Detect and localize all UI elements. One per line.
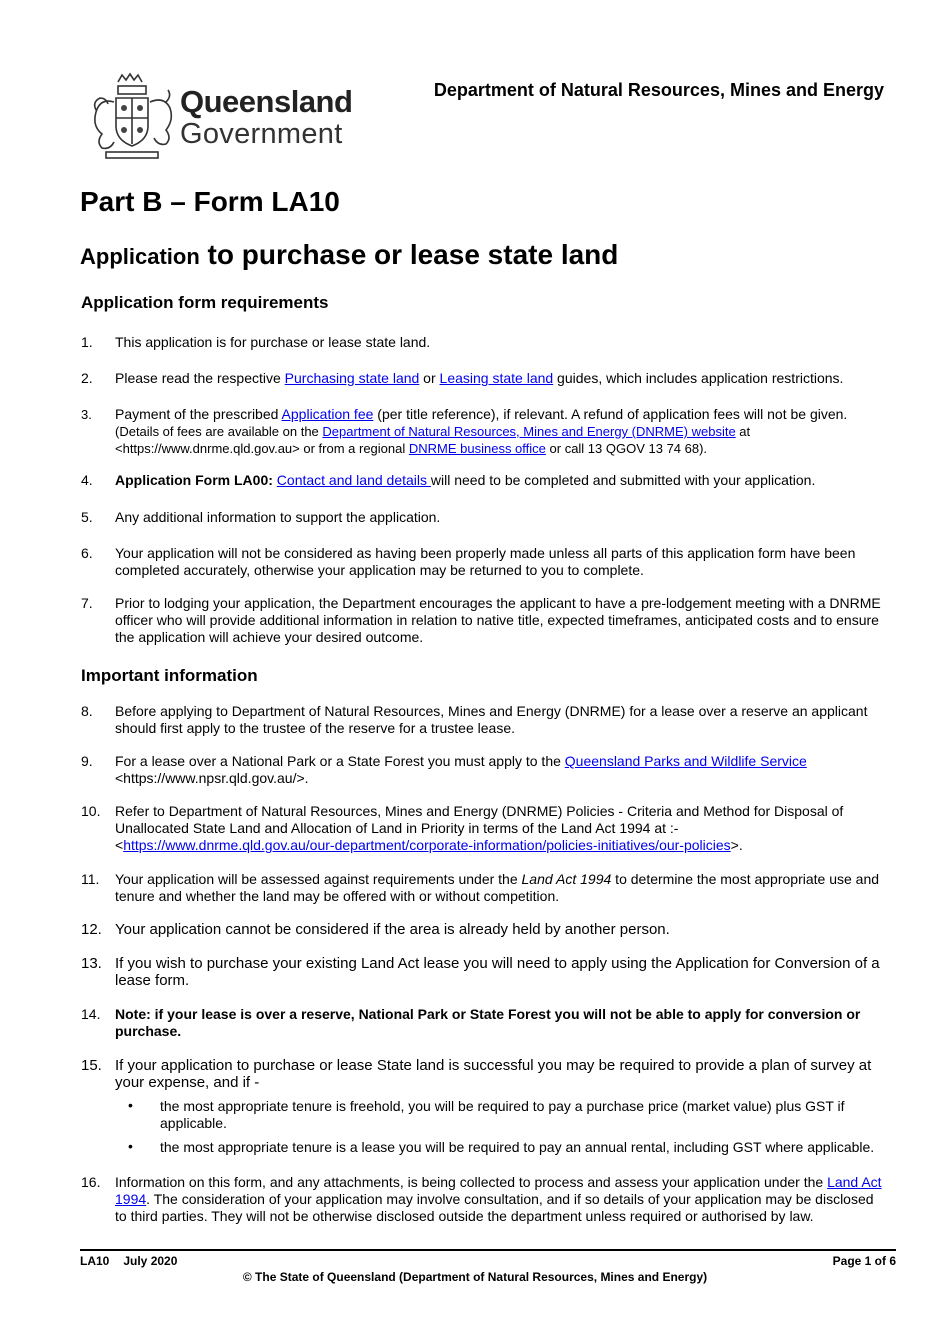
leasing-state-land-link[interactable]: Leasing state land <box>439 370 554 386</box>
logo-line-1: Queensland <box>180 84 353 119</box>
requirements-heading: Application form requirements <box>81 293 329 312</box>
copyright: © The State of Queensland (Department of Natural Resources, Mines and Energy) <box>242 1270 708 1284</box>
dnrme-business-office-link[interactable]: DNRME business office <box>408 441 546 456</box>
dnrme-website-link[interactable]: Department of Natural Resources, Mines and Energy (DNRME) website <box>322 424 736 439</box>
contact-and-land-details-link[interactable]: Contact and land details <box>276 472 431 488</box>
footer-divider <box>80 1249 896 1251</box>
department-name: Department of Natural Resources, Mines and Energy <box>433 80 884 100</box>
land-act-link[interactable]: Land Act 1994 <box>115 1174 882 1207</box>
footer-form-info: LA10 July 2020 <box>80 1254 178 1268</box>
bullet-icon: • <box>128 1097 133 1113</box>
purchasing-state-land-link[interactable]: Purchasing state land <box>284 370 420 386</box>
important-heading: Important information <box>81 666 258 685</box>
form-title: Part B – Form LA10 <box>80 186 340 217</box>
form-heading: Application to purchase or lease state land <box>80 239 619 270</box>
queensland-government-logo <box>88 72 358 164</box>
application-fee-link[interactable]: Application fee <box>281 406 374 422</box>
coat-of-arms-icon <box>88 72 176 164</box>
page-number: Page 1 of 6 <box>832 1254 896 1268</box>
logo-line-2: Government <box>180 118 343 150</box>
dnrme-policies-link[interactable]: https://www.dnrme.qld.gov.au/our-department/corporate-information/policies-initiatives/our-policies <box>123 837 731 853</box>
qpws-link[interactable]: Queensland Parks and Wildlife Service <box>564 753 807 769</box>
bullet-icon: • <box>128 1138 133 1154</box>
